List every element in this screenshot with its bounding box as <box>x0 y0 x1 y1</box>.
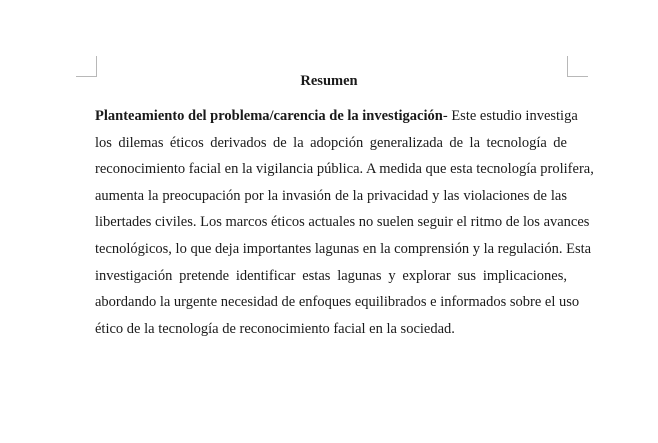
abstract-line-3: reconocimiento facial en la vigilancia pública. A medida que esta tecnología prolifera, <box>95 161 594 178</box>
abstract-line-6: tecnológicos, lo que deja importantes lagunas en la comprensión y la regulación. Esta <box>95 240 592 257</box>
abstract-line-7: investigación pretende identificar estas lagunas y explorar sus implicaciones, <box>95 267 567 284</box>
line-text: Este estudio investiga <box>451 108 578 124</box>
problem-heading: Planteamiento del problema/carencia de la investigación <box>95 108 443 124</box>
abstract-line-8: abordando la urgente necesidad de enfoques equilibrados e informados sobre el uso <box>95 294 580 311</box>
abstract-line-5: libertades civiles. Los marcos éticos actuales no suelen seguir el ritmo de los avances <box>95 214 590 231</box>
abstract-body[interactable] <box>95 103 594 342</box>
abstract-title: Resumen <box>300 73 358 89</box>
abstract-line-9: ético de la tecnología de reconocimiento facial en la sociedad. <box>95 320 455 337</box>
heading-separator: - <box>442 108 452 124</box>
abstract-line-2: los dilemas éticos derivados de la adopción generalizada de la tecnología de <box>95 134 567 151</box>
abstract-line-4: aumenta la preocupación por la invasión de la privacidad y las violaciones de las <box>95 187 567 204</box>
abstract-line-1 <box>95 103 578 130</box>
